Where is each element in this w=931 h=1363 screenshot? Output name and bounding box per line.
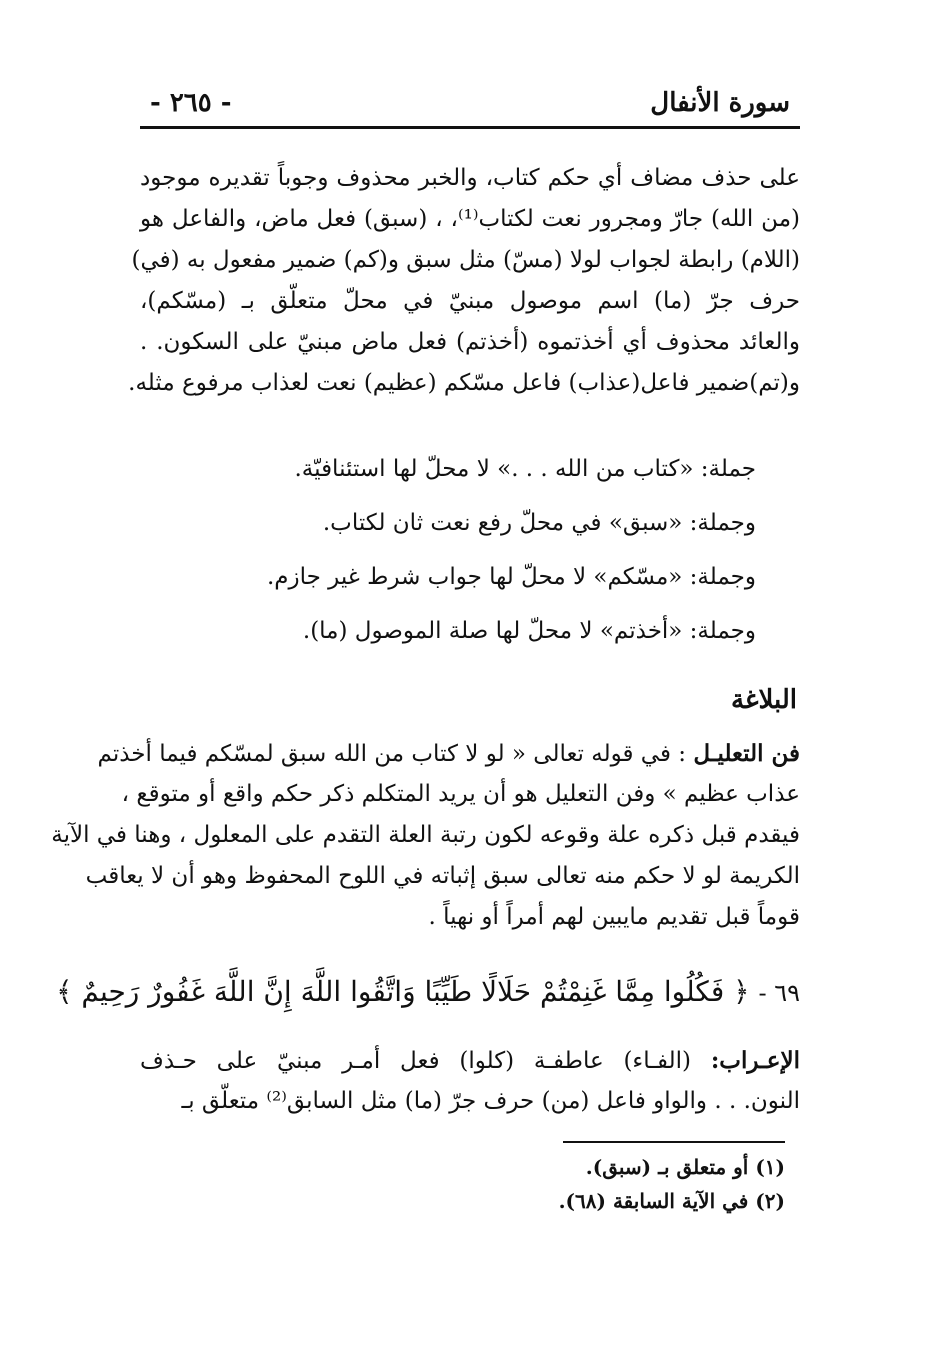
footnote: (٢) في الآية السابقة (٦٨). — [558, 1189, 785, 1213]
text-line: على حذف مضاف أي حكم كتاب، والخبر محذوف وجوباً تقديره موجود — [140, 165, 800, 191]
balagha-paragraph — [51, 733, 800, 938]
text-line: قوماً قبل تقديم مايبين لهم أمراً أو نهياً . — [428, 904, 800, 930]
irab-paragraph — [140, 1040, 800, 1122]
text-line: و(تم)ضمير فاعل(عذاب) فاعل مسّكم (عظيم) نعت لعذاب مرفوع مثله. — [128, 370, 800, 396]
text-line: عذاب عظيم » وفن التعليل هو أن يريد المتكلم ذكر حكم واقع أو متوقع ، — [121, 781, 800, 807]
text-line: الكريمة لو لا حكم منه تعالى سبق إثباته في اللوح المحفوظ وهو أن لا يعاقب — [85, 863, 800, 889]
text-line — [97, 733, 800, 774]
text-span: (الفـاء) عاطفـة (كلوا) فعل أمـر مبنيّ على حـذف — [140, 1048, 692, 1074]
text-line: حرف جرّ (ما) اسم موصول مبنيّ في محلّ متعلّق بـ (مسّكم)، — [140, 288, 800, 314]
sura-title: سورة الأنفال — [650, 88, 790, 118]
verse-text: ﴿ فَكُلُوا مِمَّا غَنِمْتُمْ حَلَالًا طَيِّبًا وَاتَّقُوا اللَّهَ إِنَّ اللَّهَ غَفُورٌ رَحِيمٌ ﴾ — [56, 975, 750, 1008]
balagha-heading: البلاغة — [730, 685, 797, 715]
text-line: النون. . . والواو فاعل (من) حرف جرّ (ما) مثل السابق⁽²⁾ متعلّق بـ — [181, 1088, 800, 1114]
text-line: فيقدم قبل ذكره علة وقوعه لكون رتبة العلة التقدم على المعلول ، وهنا في الآية — [51, 822, 800, 848]
balagha-term: فن التعليـل — [693, 740, 800, 767]
text-span: : في قوله تعالى « لو لا كتاب من الله سبق لمسّكم فيما أخذتم — [97, 741, 687, 767]
text-line: (اللام) رابطة لجواب لولا (مسّ) مثل سبق و(كم) ضمير مفعول به (في) — [131, 247, 800, 273]
sentence-analysis-item: جملة: «كتاب من الله . . .» لا محلّ لها استئنافيّة. — [294, 456, 756, 482]
text-line — [140, 1040, 800, 1081]
footnote: (١) أو متعلق بـ (سبق). — [585, 1155, 785, 1179]
footnotes — [400, 1150, 785, 1218]
text-line: والعائد محذوف أي أخذتموه (أخذتم) فعل ماض مبنيّ على السكون. . — [140, 329, 800, 355]
irab-term: الإعـراب: — [710, 1047, 801, 1074]
quran-verse — [56, 965, 800, 1019]
sentence-analysis-item: وجملة: «أخذتم» لا محلّ لها صلة الموصول (ما). — [302, 618, 756, 644]
intro-paragraph — [128, 158, 800, 404]
sentence-analysis-list — [256, 442, 756, 658]
sentence-analysis-item: وجملة: «مسّكم» لا محلّ لها جواب شرط غير جازم. — [266, 564, 756, 590]
verse-number: ٦٩ - — [758, 979, 800, 1007]
footnote-rule — [563, 1141, 785, 1143]
text-line: (من الله) جارّ ومجرور نعت لكتاب⁽¹⁾، ، (سبق) فعل ماض، والفاعل هو — [140, 206, 800, 232]
page-header — [140, 80, 800, 128]
page-number: - ٢٦٥ - — [150, 88, 232, 118]
sentence-analysis-item: وجملة: «سبق» في محلّ رفع نعت ثان لكتاب. — [322, 510, 756, 536]
header-rule — [140, 126, 800, 129]
